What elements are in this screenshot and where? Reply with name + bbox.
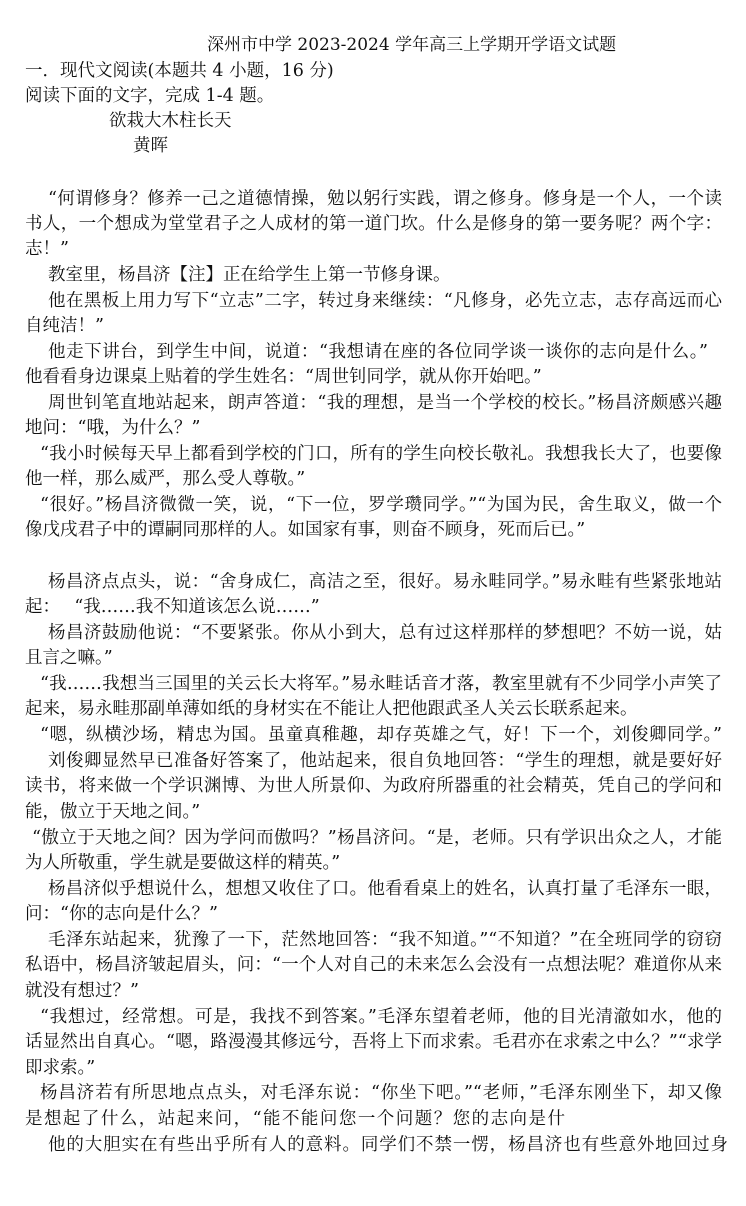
exam-title: 深州市中学 2023-2024 学年高三上学期开学语文试题 [207,35,617,55]
text-line: 自纯洁！” [25,316,104,336]
text-line: 书人，一个想成为堂堂君子之人成材的第一道门坎。什么是修身的第一要务呢？两个字： [25,214,722,234]
text-line: “我小时候每天早上都看到学校的门口，所有的学生向校长敬礼。我想我长大了，也要像 [40,444,722,464]
text-line: 杨昌济点点头，说：“舍身成仁，高洁之至，很好。易永畦同学。”易永畦有些紧张地站 [48,572,722,592]
text-line: 是想起了什么，站起来问，“能不能问您一个问题？您的志向是什 [25,1109,565,1129]
text-line: 杨昌济若有所思地点点头，对毛泽东说：“你坐下吧。”“老师，”毛泽东刚坐下，却又像 [40,1083,722,1103]
text-line: “我想过，经常想。可是，我找不到答案。”毛泽东望着老师，他的目光清澈如水，他的 [40,1007,722,1027]
text-line: 周世钊笔直地站起来，朗声答道：“我的理想，是当一个学校的校长。”杨昌济颇感兴趣 [48,393,722,413]
text-line: “我……我想当三国里的关云长大将军。”易永畦话音才落，教室里就有不少同学小声笑了 [40,674,722,694]
text-line: 他走下讲台，到学生中间，说道：“我想请在座的各位同学谈一谈你的志向是什么。” [48,342,708,362]
text-line: 毛泽东站起来，犹豫了一下，茫然地回答：“我不知道。”“不知道？”在全班同学的窃窃 [48,930,722,950]
section-heading: 一．现代文阅读(本题共 4 小题，16 分) [25,61,334,81]
text-line: 能，傲立于天地之间。” [25,802,201,822]
text-line: “何谓修身？修养一己之道德情操，勉以躬行实践，谓之修身。修身是一个人，一个读 [48,189,722,209]
instruction: 阅读下面的文字，完成 1-4 题。 [25,86,275,106]
text-line: 他的大胆实在有些出乎所有人的意料。同学们不禁一愣，杨昌济也有些意外地回过身 [48,1135,728,1155]
text-line: 起来，易永畦那副单薄如纸的身材实在不能让人把他跟武圣人关云长联系起来。 [25,699,638,719]
text-line: 杨昌济似乎想说什么，想想又收住了口。他看看桌上的姓名，认真打量了毛泽东一眼， [48,879,722,899]
text-line: 为人所敬重，学生就是要做这样的精英。” [25,853,341,873]
text-line: “很好。”杨昌济微微一笑，说，“下一位，罗学瓒同学。”“为国为民，舍生取义，做一个 [40,495,722,515]
text-line: 杨昌济鼓励他说：“不要紧张。你从小到大，总有过这样那样的梦想吧？不妨一说，姑 [48,623,722,643]
text-line: 起： “我……我不知道该怎么说……” [25,597,320,617]
text-line: 地问：“哦，为什么？” [25,418,201,438]
text-line: 他看看身边课桌上贴着的学生姓名：“周世钊同学，就从你开始吧。” [25,367,542,387]
text-line: 读书，将来做一个学识渊博、为世人所景仰、为政府所器重的社会精英，凭自己的学问和 [25,776,722,796]
text-line: 志！” [25,239,69,259]
text-line: “傲立于天地之间？因为学问而傲吗？”杨昌济问。“是，老师。只有学识出众之人，才能 [32,828,722,848]
text-line: 像戊戌君子中的谭嗣同那样的人。如国家有事，则奋不顾身，死而后已。” [25,520,586,540]
text-line: 问：“你的志向是什么？” [25,904,218,924]
text-line: 且言之嘛。” [25,648,113,668]
text-line: 刘俊卿显然早已准备好答案了，他站起来，很自负地回答：“学生的理想，就是要好好 [48,751,722,771]
text-line: 即求索。” [25,1058,96,1078]
text-line: 他一样，那么威严，那么受人尊敬。” [25,469,306,489]
text-line: “嗯，纵横沙场，精忠为国。虽童真稚趣，却存英雄之气，好！下一个，刘俊卿同学。” [40,725,722,745]
text-line: 教室里，杨昌济【注】正在给学生上第一节修身课。 [48,265,451,285]
text-line: 他在黑板上用力写下“立志”二字，转过身来继续：“凡修身，必先立志，志存高远而心 [48,291,722,311]
article-title: 欲栽大木柱长天 [109,111,232,131]
text-line: 私语中，杨昌济皱起眉头，问：“一个人对自己的未来怎么会没有一点想法呢？难道你从来 [25,955,722,975]
text-line: 话显然出自真心。“嗯，路漫漫其修远兮，吾将上下而求索。毛君亦在求索之中么？”“求学 [25,1032,722,1052]
article-author: 黄晖 [133,136,168,156]
text-line: 就没有想过？” [25,981,139,1001]
